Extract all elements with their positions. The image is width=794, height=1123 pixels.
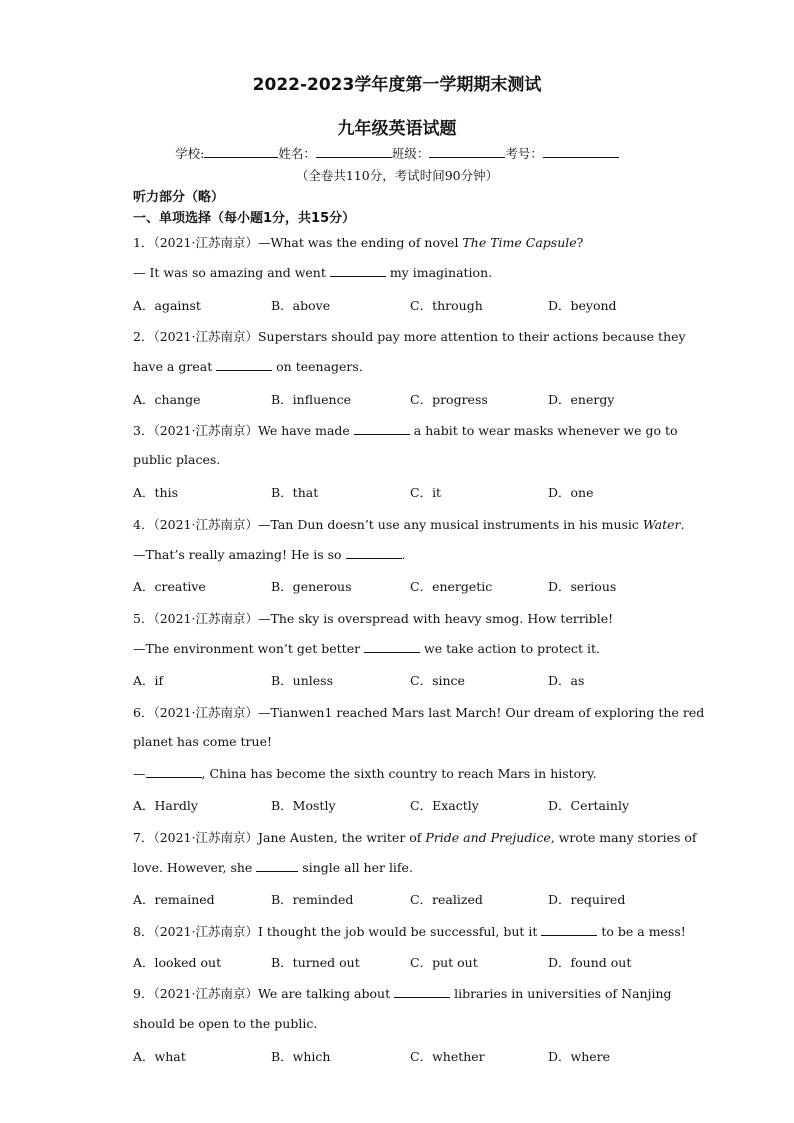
answer-option[interactable]: C．energetic (410, 579, 493, 595)
name-blank[interactable] (316, 145, 392, 158)
exam-no-blank[interactable] (543, 145, 619, 158)
answer-blank[interactable] (364, 640, 420, 653)
answer-option[interactable]: D．energy (548, 391, 615, 407)
question-text: 5．（2021·江苏南京）—The sky is overspread with heavy smog. How terrible! (133, 610, 614, 626)
answer-option[interactable]: C．whether (410, 1048, 485, 1064)
answer-option[interactable]: A．against (133, 297, 201, 313)
question-text: . (401, 547, 406, 562)
question-text: on teenagers. (272, 359, 363, 375)
exam-note: （全卷共110分，考试时间90分钟） (295, 168, 499, 183)
question-line (133, 1016, 317, 1031)
answer-option[interactable]: D．beyond (548, 297, 617, 313)
answer-option[interactable]: C．through (410, 297, 483, 313)
answer-option[interactable]: A．Hardly (133, 798, 198, 814)
question-line (133, 922, 686, 940)
answer-option[interactable]: B．that (271, 485, 319, 501)
answer-option[interactable]: D．found out (548, 954, 632, 970)
title-italic: Water (642, 516, 681, 532)
school-blank[interactable] (204, 145, 278, 158)
answer-option[interactable]: B．which (271, 1048, 331, 1064)
question-line (133, 452, 220, 467)
class-blank[interactable] (429, 145, 505, 158)
answer-option[interactable]: D．serious (548, 579, 617, 595)
question-line (133, 640, 600, 656)
answer-option[interactable]: D．one (548, 485, 594, 501)
exam-title: 2022-2023学年度第一学期期末测试 (252, 75, 542, 95)
question-text: 9．（2021·江苏南京）We are talking about (133, 986, 395, 1002)
answer-option[interactable]: C．put out (410, 954, 478, 970)
answer-option[interactable]: D．as (548, 673, 585, 689)
answer-blank[interactable] (146, 765, 202, 778)
question-text: ? (576, 235, 584, 250)
question-text: 4．（2021·江苏南京）—Tan Dun doesn’t use any musical instruments in his music (133, 516, 643, 532)
question-text: libraries in universities of Nanjing (450, 986, 672, 1002)
question-text: we take action to protect it. (420, 640, 600, 656)
answer-option[interactable]: D．Certainly (548, 798, 630, 814)
class-label: 班级： (391, 146, 430, 161)
question-text: planet has come true! (133, 733, 273, 749)
answer-option[interactable]: A．looked out (133, 954, 222, 970)
answer-option[interactable]: B．unless (271, 673, 334, 689)
answer-option[interactable]: B．influence (271, 391, 351, 407)
question-line (133, 828, 697, 846)
question-text: , wrote many stories of (550, 829, 697, 845)
answer-option[interactable]: B．generous (271, 579, 352, 595)
answer-option[interactable]: B．reminded (271, 892, 354, 908)
answer-blank[interactable] (216, 358, 272, 371)
name-label: 姓名： (278, 146, 316, 161)
question-line (133, 515, 685, 533)
question-text: 8．（2021·江苏南京）I thought the job would be successful, but it (133, 923, 542, 939)
question-text: should be open to the public. (133, 1015, 318, 1031)
question-line (133, 703, 704, 721)
question-text: —That’s really amazing! He is so (133, 547, 346, 562)
exam-no-label: 考号： (505, 146, 543, 161)
answer-blank[interactable] (354, 422, 410, 435)
question-text: 1．（2021·江苏南京）—What was the ending of novel (133, 235, 463, 250)
question-line (133, 358, 363, 374)
answer-option[interactable]: B．Mostly (271, 798, 336, 814)
answer-option[interactable]: C．Exactly (410, 798, 479, 814)
question-text: . (680, 516, 685, 532)
question-text: 7．（2021·江苏南京）Jane Austen, the writer of (133, 829, 426, 845)
answer-option[interactable]: B．turned out (271, 954, 360, 970)
question-text: 6．（2021·江苏南京）—Tianwen1 reached Mars last March! Our dream of exploring the red (133, 704, 705, 720)
question-text: — (133, 766, 146, 782)
question-line (133, 327, 686, 345)
question-text: , China has become the sixth country to reach Mars in history. (201, 766, 597, 782)
question-text: —The environment won’t get better (133, 640, 365, 656)
answer-option[interactable]: C．since (410, 673, 465, 689)
question-line (133, 609, 613, 627)
question-text: have a great (133, 359, 217, 375)
section-listening: 听力部分（略） (133, 190, 225, 205)
answer-option[interactable]: A．if (133, 673, 164, 689)
answer-blank[interactable] (346, 546, 402, 559)
answer-blank[interactable] (394, 985, 450, 998)
answer-blank[interactable] (330, 264, 386, 277)
question-text: love. However, she (133, 860, 257, 875)
answer-option[interactable]: A．what (133, 1048, 186, 1064)
question-text: public places. (133, 452, 221, 468)
question-line (133, 734, 272, 749)
answer-option[interactable]: D．where (548, 1048, 611, 1064)
question-text: single all her life. (298, 860, 413, 875)
answer-option[interactable]: B．above (271, 297, 331, 313)
answer-option[interactable]: D．required (548, 892, 626, 908)
question-line (133, 421, 678, 439)
answer-option[interactable]: A．change (133, 391, 201, 407)
question-line (133, 984, 672, 1002)
question-line (133, 233, 583, 251)
question-text: 2．（2021·江苏南京）Superstars should pay more attention to their actions because they (133, 328, 686, 344)
answer-blank[interactable] (256, 859, 298, 872)
student-info-row (0, 144, 794, 162)
answer-option[interactable]: A．this (133, 485, 179, 501)
question-text: to be a mess! (597, 923, 686, 939)
question-text: — It was so amazing and went (133, 265, 330, 281)
answer-blank[interactable] (541, 923, 597, 936)
question-line (133, 546, 406, 562)
question-text: my imagination. (385, 265, 493, 281)
question-line (133, 264, 492, 280)
title-italic: Pride and Prejudice (425, 829, 551, 845)
school-label: 学校: (175, 146, 205, 161)
exam-subtitle: 九年级英语试题 (337, 119, 457, 139)
answer-option[interactable]: C．it (410, 485, 442, 501)
answer-option[interactable]: C．realized (410, 892, 483, 908)
question-text: 3．（2021·江苏南京）We have made (133, 422, 354, 438)
question-text: a habit to wear masks whenever we go to (409, 422, 678, 438)
title-italic: The Time Capsule (462, 235, 577, 250)
answer-option[interactable]: A．creative (133, 579, 206, 595)
question-line (133, 859, 413, 875)
answer-option[interactable]: C．progress (410, 391, 488, 407)
answer-option[interactable]: A．remained (133, 892, 215, 908)
section-single-choice: 一、单项选择（每小题1分，共15分） (133, 211, 356, 226)
question-line (133, 765, 597, 781)
